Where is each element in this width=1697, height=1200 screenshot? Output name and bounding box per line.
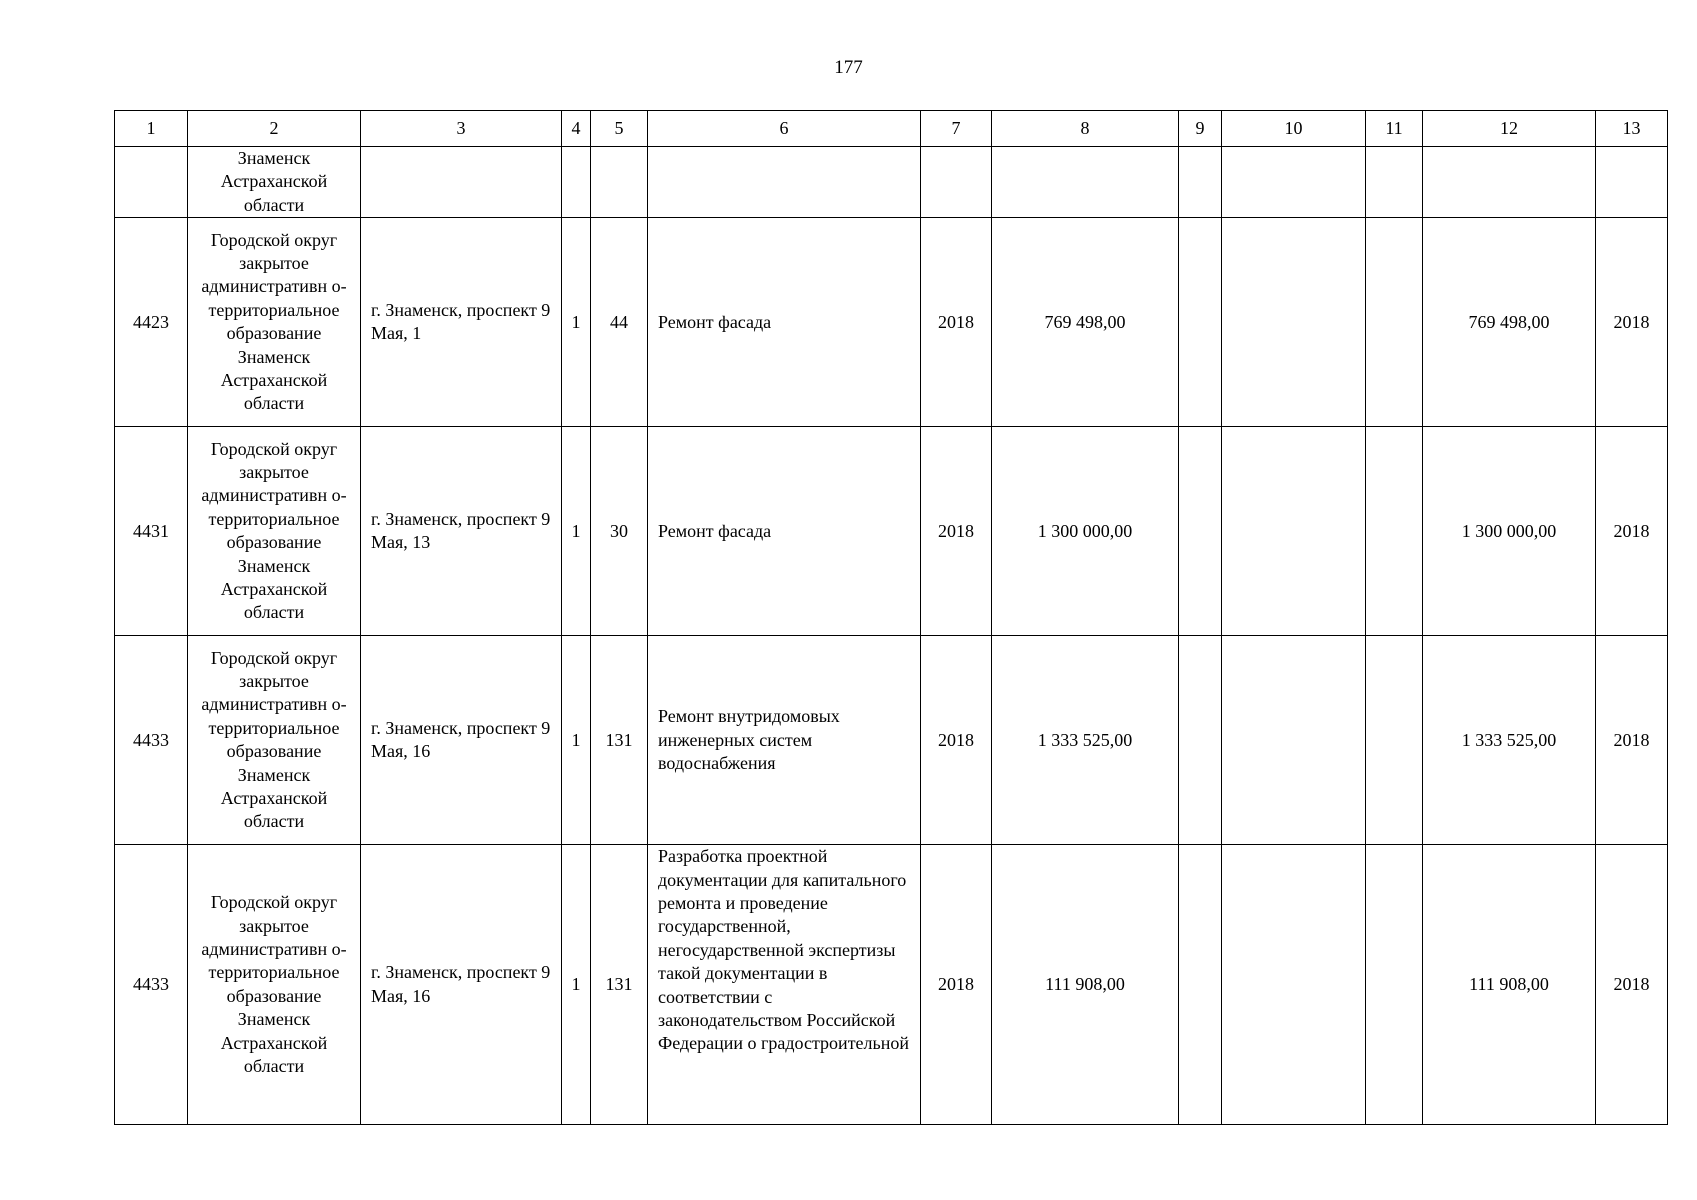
cell-work: Ремонт фасада bbox=[648, 218, 921, 427]
cell-col10 bbox=[1222, 427, 1366, 636]
header-cell: 2 bbox=[188, 111, 361, 147]
header-cell: 12 bbox=[1423, 111, 1596, 147]
table-row bbox=[115, 845, 1668, 1125]
cell-cost: 111 908,00 bbox=[992, 845, 1179, 1125]
capital-repair-table bbox=[114, 110, 1668, 1125]
cell-cost2: 1 300 000,00 bbox=[1423, 427, 1596, 636]
header-cell: 9 bbox=[1179, 111, 1222, 147]
cell-year bbox=[921, 147, 992, 218]
table-row bbox=[115, 636, 1668, 845]
cell-id bbox=[115, 147, 188, 218]
cell-address: г. Знаменск, проспект 9 Мая, 13 bbox=[361, 427, 562, 636]
cell-year2 bbox=[1596, 147, 1668, 218]
cell-work: Разработка проектной документации для капитального ремонта и проведение государственной, негосударственной экспертизы такой документации в соответствии с законодательством Российской Федерации о градостроительной bbox=[648, 845, 921, 1125]
cell-year: 2018 bbox=[921, 636, 992, 845]
cell-col9 bbox=[1179, 636, 1222, 845]
cell-id: 4431 bbox=[115, 427, 188, 636]
cell-col9 bbox=[1179, 845, 1222, 1125]
header-cell: 6 bbox=[648, 111, 921, 147]
header-cell: 5 bbox=[591, 111, 648, 147]
cell-year: 2018 bbox=[921, 427, 992, 636]
cell-col10 bbox=[1222, 845, 1366, 1125]
cell-cost2: 111 908,00 bbox=[1423, 845, 1596, 1125]
cell-col4: 1 bbox=[562, 427, 591, 636]
cell-col9 bbox=[1179, 147, 1222, 218]
cell-municipality: Городской округ закрытое административн о-территориальное образование Знаменск Астраханской области bbox=[188, 845, 361, 1125]
header-cell: 8 bbox=[992, 111, 1179, 147]
cell-col5: 131 bbox=[591, 636, 648, 845]
cell-municipality: Городской округ закрытое административн о-территориальное образование Знаменск Астраханской области bbox=[188, 427, 361, 636]
cell-col4: 1 bbox=[562, 218, 591, 427]
cell-col11 bbox=[1366, 636, 1423, 845]
cell-cost bbox=[992, 147, 1179, 218]
cell-year2: 2018 bbox=[1596, 845, 1668, 1125]
cell-col5: 44 bbox=[591, 218, 648, 427]
cell-col11 bbox=[1366, 147, 1423, 218]
cell-col10 bbox=[1222, 147, 1366, 218]
cell-cost2: 769 498,00 bbox=[1423, 218, 1596, 427]
cell-col10 bbox=[1222, 636, 1366, 845]
header-cell: 4 bbox=[562, 111, 591, 147]
cell-col9 bbox=[1179, 218, 1222, 427]
header-row bbox=[115, 111, 1668, 147]
cell-col4: 1 bbox=[562, 845, 591, 1125]
cell-work: Ремонт внутридомовых инженерных систем водоснабжения bbox=[648, 636, 921, 845]
header-cell: 3 bbox=[361, 111, 562, 147]
header-cell: 1 bbox=[115, 111, 188, 147]
cell-cost: 1 300 000,00 bbox=[992, 427, 1179, 636]
cell-id: 4433 bbox=[115, 845, 188, 1125]
cell-year: 2018 bbox=[921, 218, 992, 427]
cell-id: 4433 bbox=[115, 636, 188, 845]
header-cell: 10 bbox=[1222, 111, 1366, 147]
cell-municipality: Знаменск Астраханской области bbox=[188, 147, 361, 218]
cell-municipality: Городской округ закрытое административн о-территориальное образование Знаменск Астраханской области bbox=[188, 636, 361, 845]
cell-col5: 131 bbox=[591, 845, 648, 1125]
cell-work bbox=[648, 147, 921, 218]
cell-col5: 30 bbox=[591, 427, 648, 636]
cell-cost: 1 333 525,00 bbox=[992, 636, 1179, 845]
table-row bbox=[115, 218, 1668, 427]
header-cell: 13 bbox=[1596, 111, 1668, 147]
cell-year2: 2018 bbox=[1596, 427, 1668, 636]
cell-work: Ремонт фасада bbox=[648, 427, 921, 636]
cell-col9 bbox=[1179, 427, 1222, 636]
cell-col11 bbox=[1366, 218, 1423, 427]
cell-col11 bbox=[1366, 845, 1423, 1125]
cell-address bbox=[361, 147, 562, 218]
cell-year2: 2018 bbox=[1596, 218, 1668, 427]
continuation-row bbox=[115, 147, 1668, 218]
header-cell: 7 bbox=[921, 111, 992, 147]
cell-municipality: Городской округ закрытое административн о-территориальное образование Знаменск Астраханской области bbox=[188, 218, 361, 427]
cell-col10 bbox=[1222, 218, 1366, 427]
cell-address: г. Знаменск, проспект 9 Мая, 16 bbox=[361, 636, 562, 845]
cell-col5 bbox=[591, 147, 648, 218]
cell-col11 bbox=[1366, 427, 1423, 636]
cell-cost2 bbox=[1423, 147, 1596, 218]
cell-cost: 769 498,00 bbox=[992, 218, 1179, 427]
header-cell: 11 bbox=[1366, 111, 1423, 147]
cell-cost2: 1 333 525,00 bbox=[1423, 636, 1596, 845]
page-number: 177 bbox=[834, 57, 863, 78]
table-row bbox=[115, 427, 1668, 636]
cell-id: 4423 bbox=[115, 218, 188, 427]
cell-address: г. Знаменск, проспект 9 Мая, 16 bbox=[361, 845, 562, 1125]
cell-address: г. Знаменск, проспект 9 Мая, 1 bbox=[361, 218, 562, 427]
cell-year: 2018 bbox=[921, 845, 992, 1125]
cell-year2: 2018 bbox=[1596, 636, 1668, 845]
cell-col4: 1 bbox=[562, 636, 591, 845]
cell-col4 bbox=[562, 147, 591, 218]
